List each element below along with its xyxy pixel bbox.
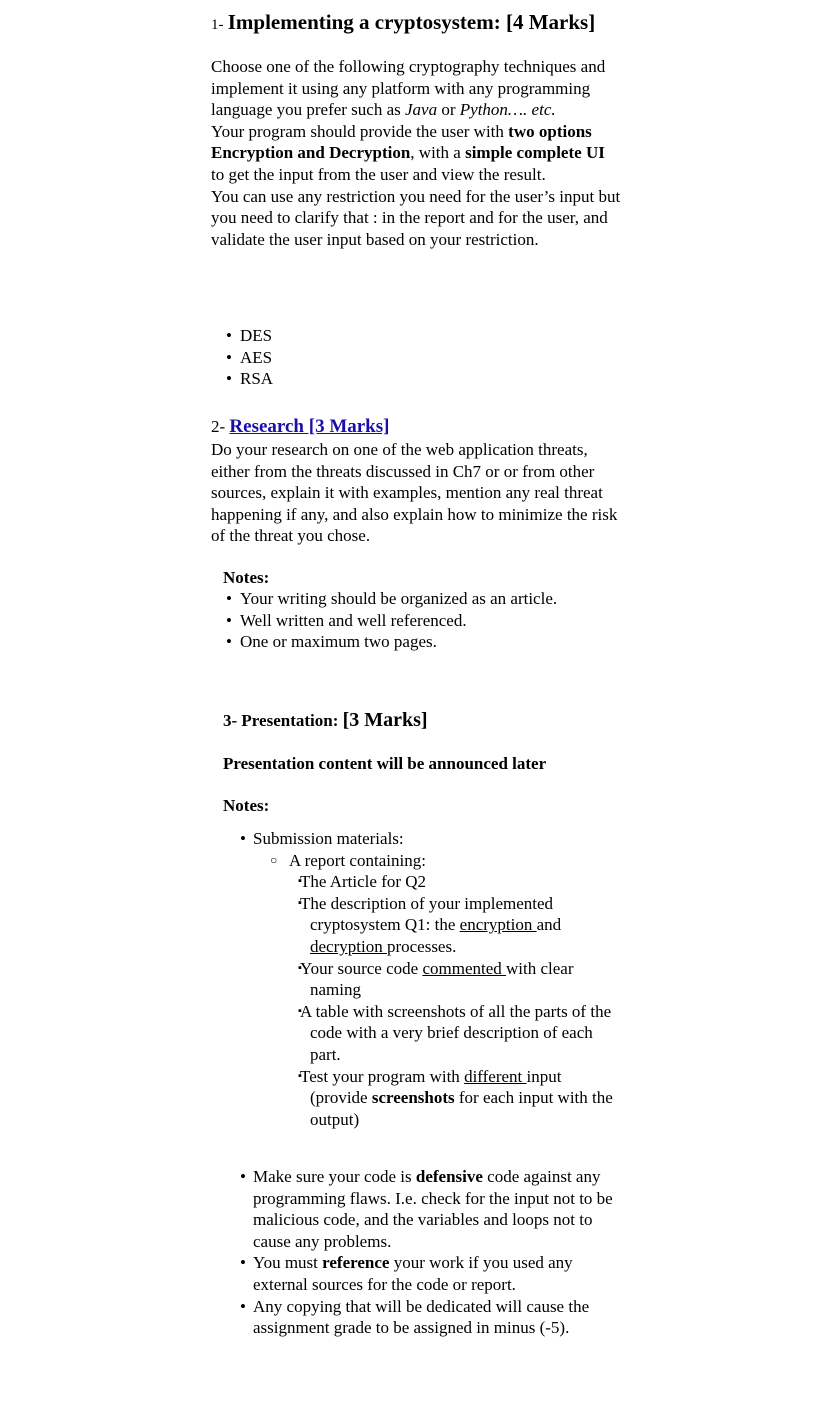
different-underlined: different: [464, 1066, 527, 1086]
section1-paragraph-1: [211, 56, 621, 121]
ui-bold-text: simple complete UI: [465, 143, 605, 163]
note-item: • Well written and well referenced.: [211, 610, 621, 632]
section1-p2-text-c: to get the input from the user and view the result.: [211, 164, 546, 184]
note-reference: [211, 1252, 621, 1295]
section1-p2-text-b: , with a: [410, 143, 466, 163]
section2-notes-label: Notes:: [223, 568, 270, 587]
encryption-underlined: encryption: [459, 915, 537, 935]
r2-text-b: and: [536, 915, 562, 935]
note-item: • One or maximum two pages.: [211, 631, 621, 653]
report-subitem-description: [211, 893, 621, 958]
section2-heading: [211, 416, 621, 438]
r5-text-a: Test your program with: [300, 1066, 465, 1086]
section3-notes-label: Notes:: [223, 796, 270, 815]
n2-text-b: your work if you used any external sources for the code or report.: [253, 1253, 573, 1294]
report-subitem-test: [211, 1066, 621, 1131]
report-subitem-article: ▪ The Article for Q2: [211, 871, 621, 893]
section1-paragraph-3: You can use any restriction you need for the user’s input but you need to clarify that : in the report and for the user, and validate the user input based on your restriction.: [211, 186, 621, 249]
submission-materials-item: • Submission materials:: [211, 828, 621, 850]
section2-notes-list: [211, 588, 621, 653]
section3-label: 3- Presentation:: [223, 711, 343, 730]
submission-list: [211, 828, 621, 1130]
r5-text-c: for each input with the output): [310, 1088, 613, 1129]
note-defensive: [211, 1166, 621, 1252]
technique-item: • RSA: [211, 368, 621, 390]
presentation-announcement: Presentation content will be announced later: [223, 754, 547, 773]
r3-text-b: with clear naming: [310, 958, 574, 1000]
technique-item: • DES: [211, 325, 621, 347]
reference-bold: reference: [322, 1253, 390, 1273]
r3-text-a: Your source code: [300, 958, 423, 978]
decryption-underlined: decryption: [310, 936, 387, 956]
section1-number: 1-: [211, 17, 224, 33]
n1-text-b: code against any programming flaws. I.e. check for the input not to be malicious code, and the variables and loops not to cause any problems.: [253, 1167, 613, 1251]
technique-item: • AES: [211, 347, 621, 369]
n2-text-a: You must: [253, 1253, 323, 1273]
r2-text-c: processes.: [386, 936, 457, 956]
note-copying: • Any copying that will be dedicated will cause the assignment grade to be assigned in minus (-5).: [211, 1296, 621, 1339]
section1-p1-text: Choose one of the following cryptography techniques and implement it using any platform with any programming language you prefer such as: [211, 57, 606, 120]
n1-text-a: Make sure your code is: [253, 1167, 416, 1186]
options-bold-text: two options Encryption and Decryption: [211, 121, 592, 163]
defensive-bold: defensive: [415, 1167, 483, 1186]
or-text: or: [437, 100, 460, 120]
section2-number: 2-: [211, 417, 226, 436]
section1-body: [211, 56, 621, 250]
section3-marks: [3 Marks]: [342, 709, 428, 731]
report-subitem-source-code: [211, 958, 621, 1001]
java-text: Java: [405, 100, 438, 120]
report-subitem-table: ▪ A table with screenshots of all the parts of the code with a very brief description of each part.: [211, 1001, 621, 1066]
section1-paragraph-2: [211, 121, 621, 186]
section1-heading: [211, 12, 595, 37]
techniques-list: [211, 325, 621, 390]
section2-body: Do your research on one of the web application threats, either from the threats discussed in Ch7 or or from other sources, explain it with examples, mention any real threat happening if any, and also explain how to minimize the risk of the threat you chose.: [211, 440, 618, 546]
python-text: Python…. etc.: [459, 100, 556, 120]
r2-text-a: The description of your implemented cryptosystem Q1: the: [300, 893, 554, 935]
section3-heading: [223, 710, 633, 732]
section1-p2-text-a: Your program should provide the user with: [211, 121, 509, 141]
report-item: ○ A report containing:: [211, 850, 621, 872]
r5-text-b: input (provide: [310, 1066, 562, 1108]
final-notes-list: [211, 1166, 621, 1339]
screenshots-bold: screenshots: [371, 1088, 455, 1108]
note-item: • Your writing should be organized as an article.: [211, 588, 621, 610]
section1-title: Implementing a cryptosystem: [4 Marks]: [227, 10, 596, 34]
research-link[interactable]: Research [3 Marks]: [229, 416, 390, 437]
commented-underlined: commented: [422, 958, 507, 978]
